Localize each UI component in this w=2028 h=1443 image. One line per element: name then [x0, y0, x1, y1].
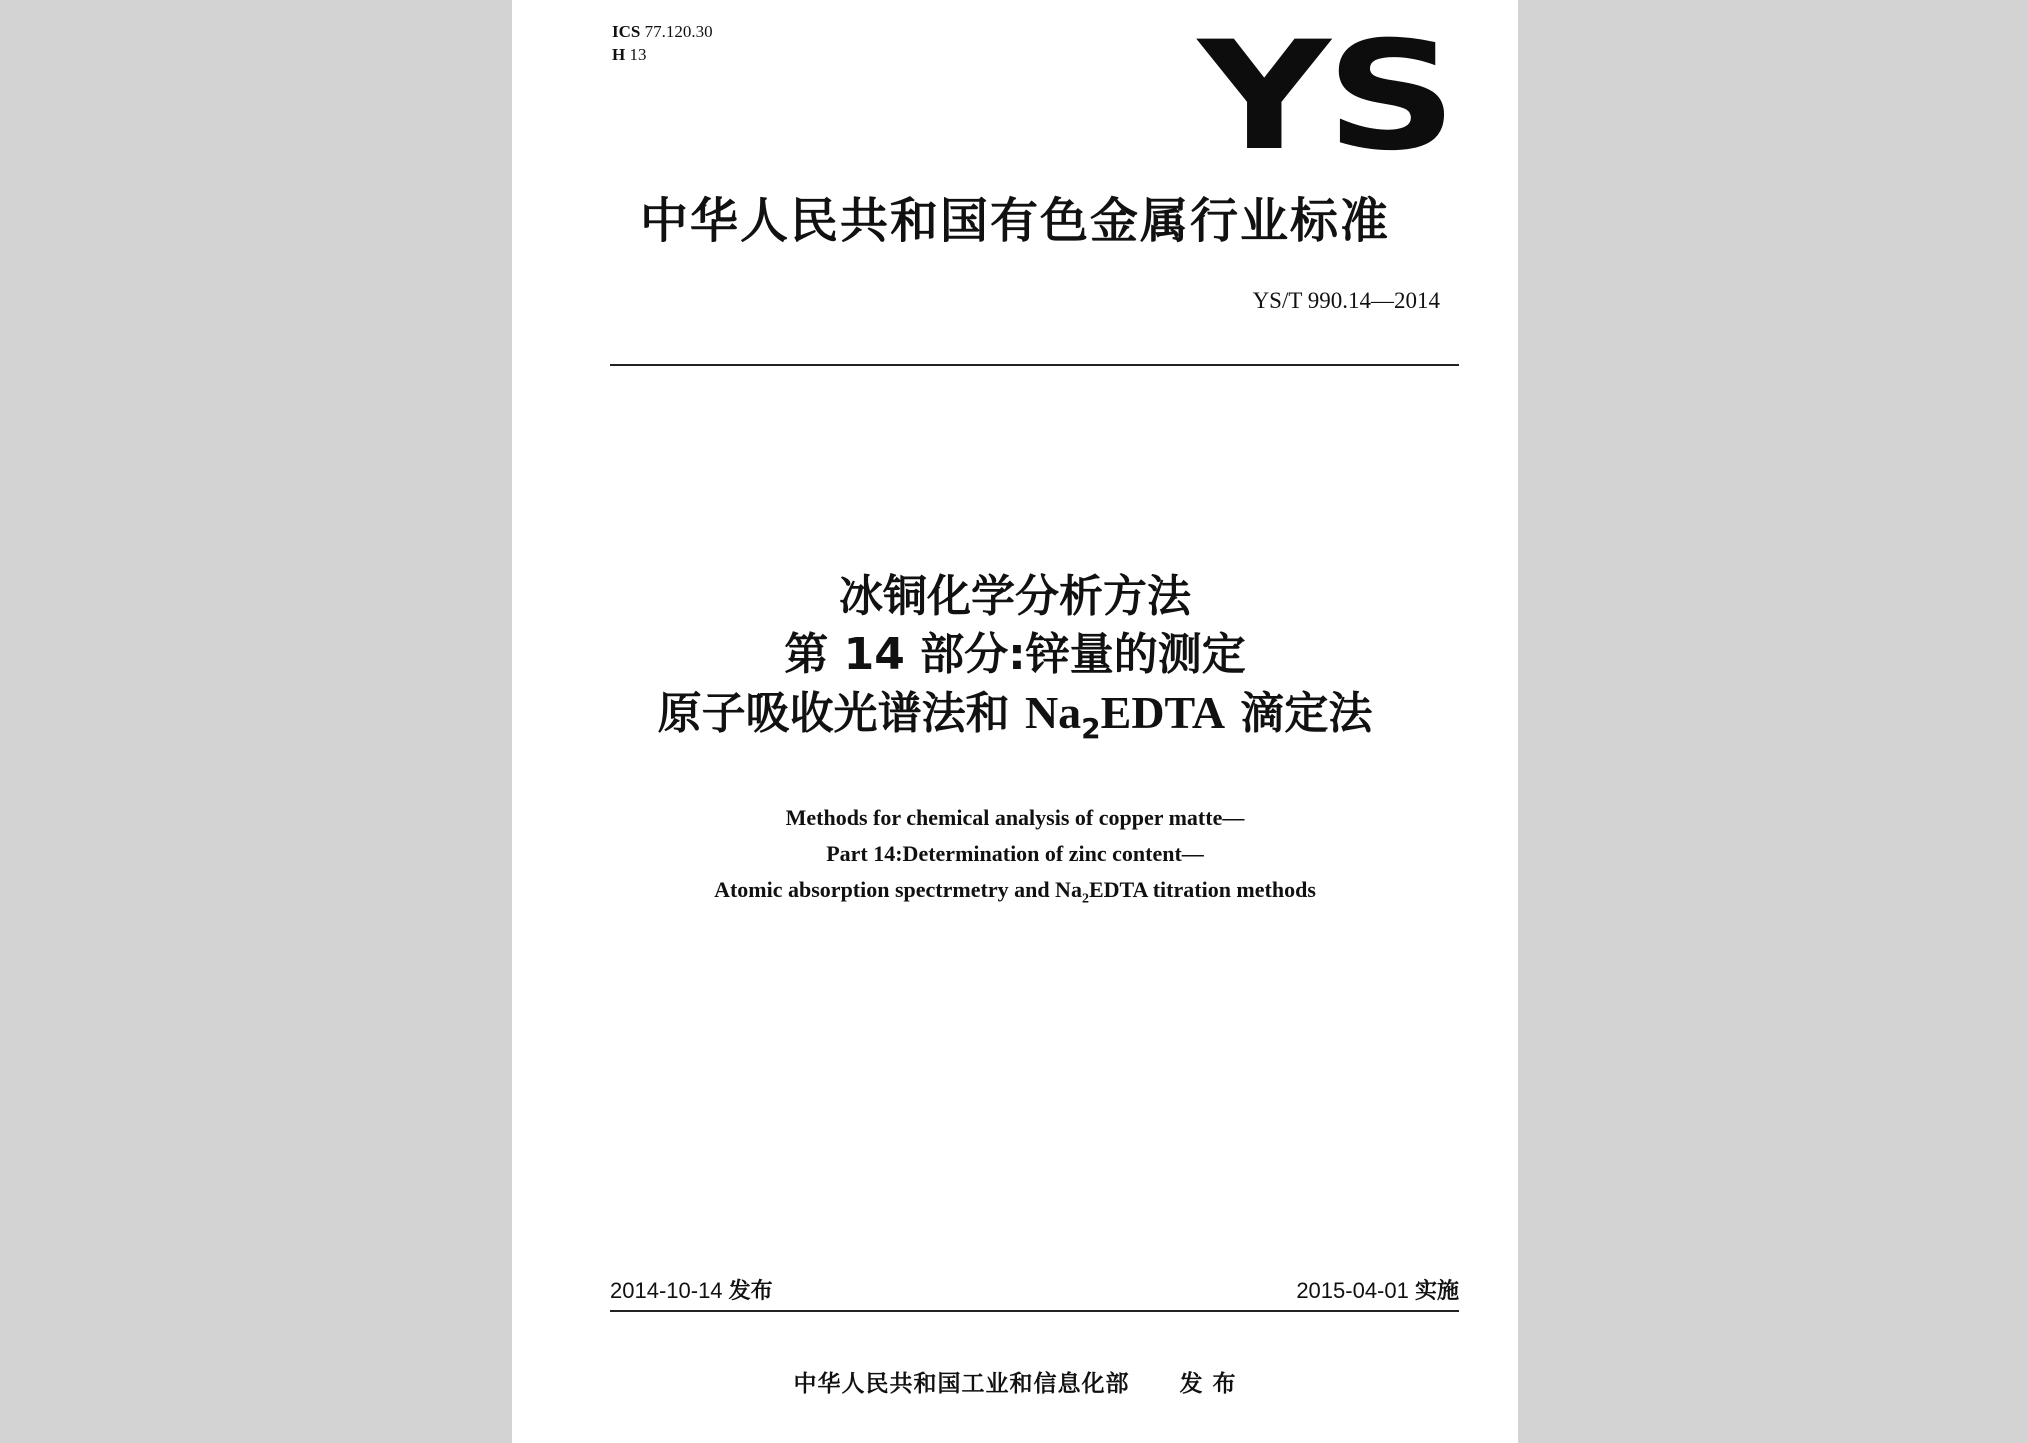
- chinese-title-line-1: 冰铜化学分析方法: [839, 571, 1191, 622]
- ccs-code: [612, 43, 713, 66]
- header-divider: [610, 364, 1459, 366]
- chinese-title-line-3-prefix: 原子吸收光谱法和: [657, 688, 1025, 739]
- ccs-value: 13: [629, 45, 647, 64]
- classification-codes: [612, 20, 713, 66]
- standard-number: YS/T 990.14—2014: [1252, 288, 1440, 313]
- issue-date: [610, 1274, 773, 1305]
- issuer-name: 中华人民共和国工业和信息化部: [793, 1371, 1130, 1397]
- implementation-date-value: 2015-04-01: [1296, 1278, 1409, 1303]
- issuer-line: [512, 1365, 1518, 1398]
- english-title-line-1: Methods for chemical analysis of copper matte—: [785, 805, 1245, 830]
- issue-date-value: 2014-10-14: [610, 1278, 723, 1303]
- issue-date-label: 发布: [728, 1279, 773, 1304]
- implementation-date: [1296, 1274, 1459, 1305]
- chinese-title-line-3-suffix: 滴定法: [1225, 688, 1373, 739]
- footer-divider: [610, 1310, 1459, 1312]
- ics-label: ICS: [612, 22, 641, 41]
- english-title-line-3-suffix: EDTA titration methods: [1088, 877, 1316, 902]
- chinese-title: [512, 568, 1518, 758]
- english-title: [512, 800, 1518, 917]
- implementation-date-label: 实施: [1414, 1279, 1459, 1304]
- standard-cover-page: [512, 0, 1518, 1443]
- ics-value: 77.120.30: [644, 22, 713, 41]
- chinese-title-line-3: [512, 684, 1518, 758]
- chinese-title-subscript: 2: [1081, 711, 1101, 745]
- english-title-line-2: Part 14:Determination of zinc content—: [826, 841, 1204, 866]
- issuer-action: 发 布: [1179, 1371, 1237, 1397]
- ys-logo: YS: [1198, 10, 1453, 184]
- chinese-title-line-2: 第 14 部分:锌量的测定: [784, 629, 1246, 680]
- chinese-title-na: Na: [1024, 687, 1082, 738]
- english-title-subscript: 2: [1081, 891, 1089, 907]
- chinese-title-edta: EDTA: [1100, 687, 1226, 738]
- ccs-label: H: [612, 45, 626, 64]
- issuing-authority-title: 中华人民共和国有色金属行业标准: [639, 193, 1390, 249]
- english-title-line-3-prefix: Atomic absorption spectrmetry and Na: [714, 877, 1082, 902]
- english-title-line-3: [512, 872, 1518, 917]
- ics-code: [612, 20, 713, 43]
